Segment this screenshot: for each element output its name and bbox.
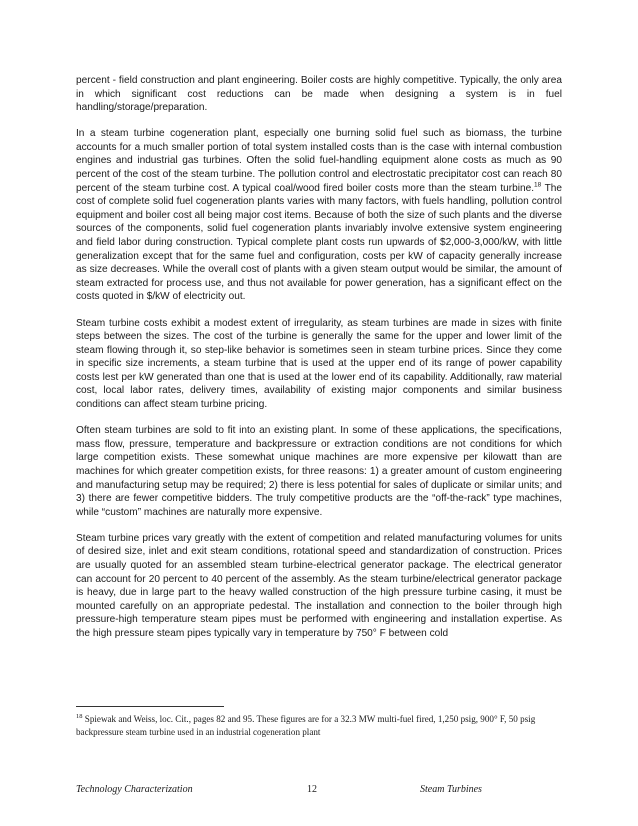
paragraph-3: Steam turbine costs exhibit a modest extent of irregularity, as steam turbines are made in sizes with finite steps between the sizes. The cost of the turbine is generally the same for the upper and lower limit of the steam flowing through it, so step-like behavior is sometimes seen in steam turbine prices. Since they come in specific size increments, a steam turbine that is used at the upper end of its range of power capability costs lest per kW generated than one that is used at the lower end of its capability. Additionally, raw material cost, local labor rates, delivery times, availability of existing major components and similar business conditions can affect steam turbine pricing. [76,317,562,411]
paragraph-4: Often steam turbines are sold to fit into an existing plant. In some of these applications, the specifications, mass flow, pressure, temperature and backpressure or extraction conditions are not conditions for which large competition exists. These somewhat unique machines are more expensive per kilowatt than are machines for which greater competition exists, for three reasons: 1) a greater amount of custom engineering and manufacturing setup may be required; 2) there is less potential for sales of duplicate or similar units; and 3) there are fewer competitive bidders. The truly competitive products are the “off-the-rack” type machines, while “custom” machines are naturally more expensive. [76,425,562,518]
footnote-reference-18[interactable]: 18 [534,181,542,189]
paragraph-5: Steam turbine prices vary greatly with the extent of competition and related manufacturing volumes for units of desired size, inlet and exit steam conditions, rotational speed and standardization of construction. Prices are usually quoted for an assembled steam turbine-electrical generator package. The electrical generator can account for 20 percent to 40 percent of the assembly. As the steam turbine/electrical generator package is heavy, due in large part to the heavy walled construction of the high pressure turbine casing, it must be mounted carefully on an appropriate pedestal. The installation and connection to the boiler through high pressure-high temperature steam pipes must be performed with engineering and installation expertise. As the high pressure steam pipes typically vary in temperature by 750° F between cold [76,532,562,639]
body-text [76,74,562,653]
paragraph-1: percent - field construction and plant engineering. Boiler costs are highly competitive. Typically, the only area in which significant cost reductions can be made when designing a system is in fuel handling/storage/preparation. [76,75,562,114]
footer-section-title: Steam Turbines [420,784,482,795]
footer-document-title: Technology Characterization [76,784,193,795]
paragraph-2-part-b: The cost of complete solid fuel cogeneration plants varies with many factors, with fuels handling, pollution control equipment and boiler cost all being major cost items. Because of both the size of such plants and the diverse sources of the components, solid fuel cogeneration plants invariably involve extensive system engineering and field labor during construction. Typical complete plant costs run upwards of $2,000-3,000/kW, with little generalization except that for the same fuel and configuration, costs per kW of capacity generally increase as size decreases. While the overall cost of plants with a given steam output would be similar, the amount of steam extracted for process use, and thus not available for power generation, has a significant effect on the costs quoted in $/kW of electricity out. [76,182,562,303]
paragraph-2-part-a: In a steam turbine cogeneration plant, especially one burning solid fuel such as biomass, the turbine accounts for a much smaller portion of total system installed costs than is the case with internal combustion engines and industrial gas turbines. Often the solid fuel-handling equipment alone costs as much as 90 percent of the cost of the steam turbine. The pollution control and electrostatic precipitator cost can reach 80 percent of the steam turbine cost. A typical coal/wood fired boiler costs more than the steam turbine. [76,128,562,194]
footnote-marker: 18 [76,712,83,720]
footnote [76,713,562,739]
paragraph-2 [76,127,562,304]
footnote-divider [76,706,224,707]
footnote-text: Spiewak and Weiss, loc. Cit., pages 82 and 95. These figures are for a 32.3 MW multi-fuel fired, 1,250 psig, 900° F, 50 psig backpressure steam turbine used in an industrial cogeneration plant [76,714,536,737]
footer-page-number: 12 [307,784,317,795]
